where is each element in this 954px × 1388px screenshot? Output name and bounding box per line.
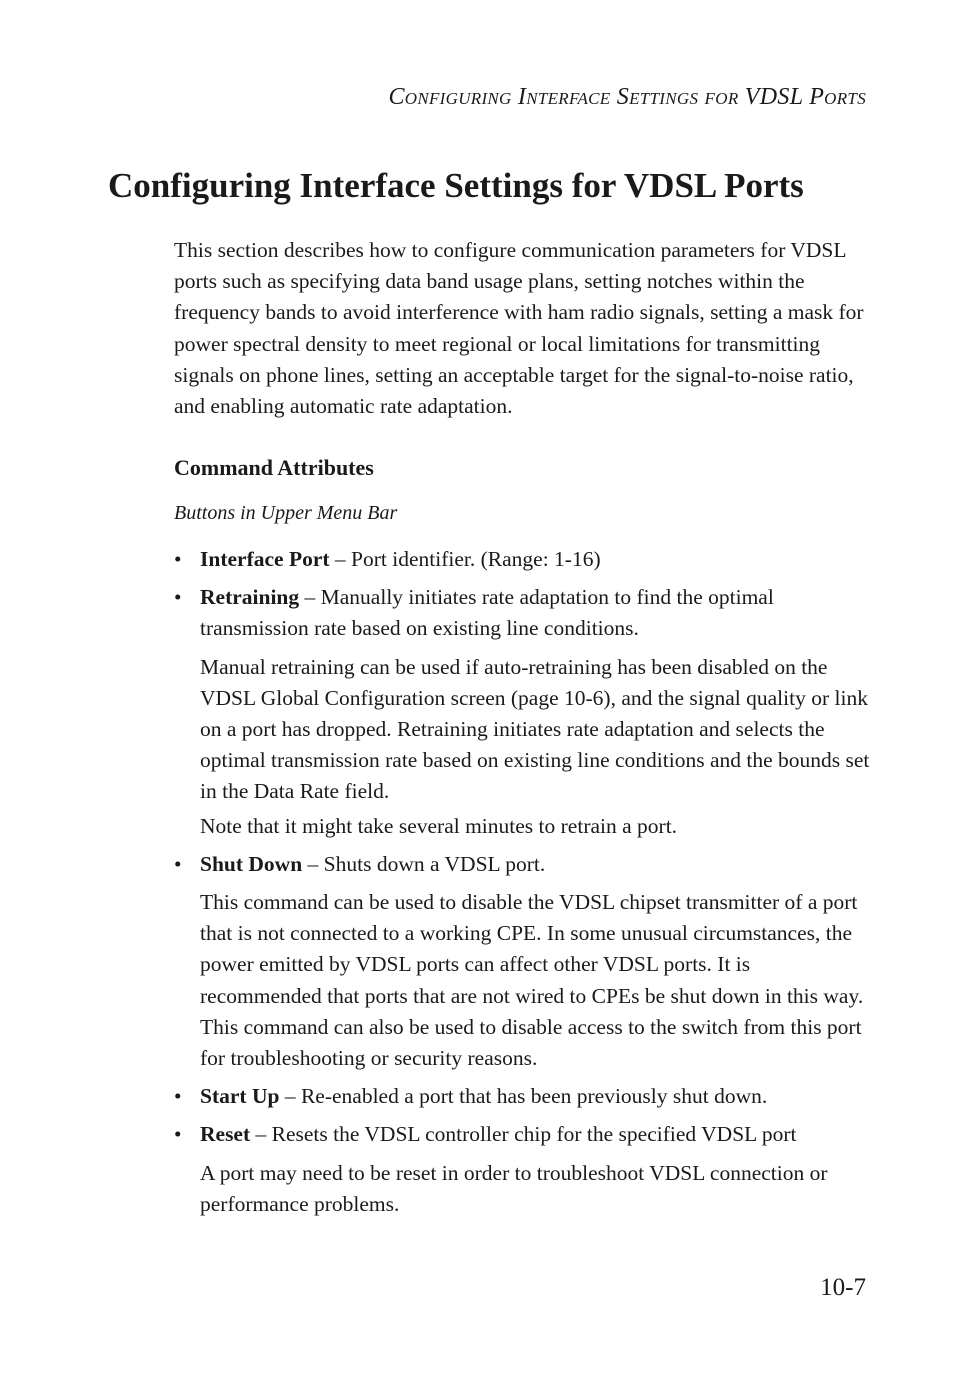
bullet-description: – Re-enabled a port that has been previously shut down. (279, 1084, 768, 1109)
bullet-term: Shut Down (200, 851, 303, 876)
page-title: Configuring Interface Settings for VDSL Ports (108, 166, 804, 205)
bullet-line (200, 849, 874, 880)
page-number: 10-7 (820, 1274, 866, 1301)
bullet-description: – Resets the VDSL controller chip for the specified VDSL port (250, 1122, 797, 1147)
bullet-icon: • (174, 1122, 182, 1147)
bullet-detail-paragraph: A port may need to be reset in order to troubleshoot VDSL connection or performance problems. (200, 1160, 828, 1216)
bullet-note-paragraph: Note that it might take several minutes to retrain a port. (200, 813, 678, 838)
bullet-detail-paragraph: This command can be used to disable the VDSL chipset transmitter of a port that is not connected to a working CPE. In some unusual circumstances, the power emitted by VDSL ports can affect other VDSL ports. It is recommended that ports that are not wired to CPEs be shut down in this way. This command can also be used to disable access to the switch from this port for troubleshooting or security reasons. (200, 890, 864, 1071)
bullet-description: – Manually initiates rate adaptation to find the optimal transmission rate based on existing line conditions. (200, 585, 774, 641)
bullet-term: Start Up (200, 1084, 280, 1109)
list-item-retraining (174, 582, 874, 842)
list-item-interface-port (174, 544, 874, 575)
bullet-description: – Port identifier. (Range: 1-16) (329, 547, 601, 571)
bullet-term: Reset (200, 1122, 251, 1147)
bullet-icon: • (174, 1084, 182, 1109)
list-item-reset (174, 1119, 874, 1220)
bullet-line (200, 544, 874, 575)
list-item-shut-down (174, 849, 874, 1074)
bullet-icon: • (174, 851, 182, 876)
bullet-line (200, 582, 874, 644)
bullet-list (174, 544, 874, 1227)
bullet-term: Retraining (200, 585, 300, 610)
running-header: Configuring Interface Settings for VDSL Ports (388, 84, 866, 110)
section-heading: Command Attributes (174, 455, 374, 480)
bullet-detail-paragraph: Manual retraining can be used if auto-retraining has been disabled on the VDSL Global Configuration screen (page 10-6), and the signal quality or link on a port has dropped. Retraining initiates rate adaptation and selects the optimal transmission rate based on existing line conditions and the bounds set in the Data Rate field. (200, 654, 870, 804)
bullet-line (200, 1081, 874, 1112)
list-item-start-up (174, 1081, 874, 1112)
bullet-icon: • (174, 585, 182, 610)
bullet-icon: • (174, 547, 182, 571)
bullet-description: – Shuts down a VDSL port. (302, 851, 546, 876)
bullet-term: Interface Port (200, 547, 330, 571)
subheading: Buttons in Upper Menu Bar (174, 502, 398, 524)
bullet-line (200, 1119, 874, 1150)
intro-paragraph: This section describes how to configure communication parameters for VDSL ports such as specifying data band usage plans, setting notches within the frequency bands to avoid interference with ham radio signals, setting a mask for power spectral density to meet regional or local limitations for transmitting signals on phone lines, setting an acceptable target for the signal-to-noise ratio, and enabling automatic rate adaptation. (174, 238, 864, 419)
